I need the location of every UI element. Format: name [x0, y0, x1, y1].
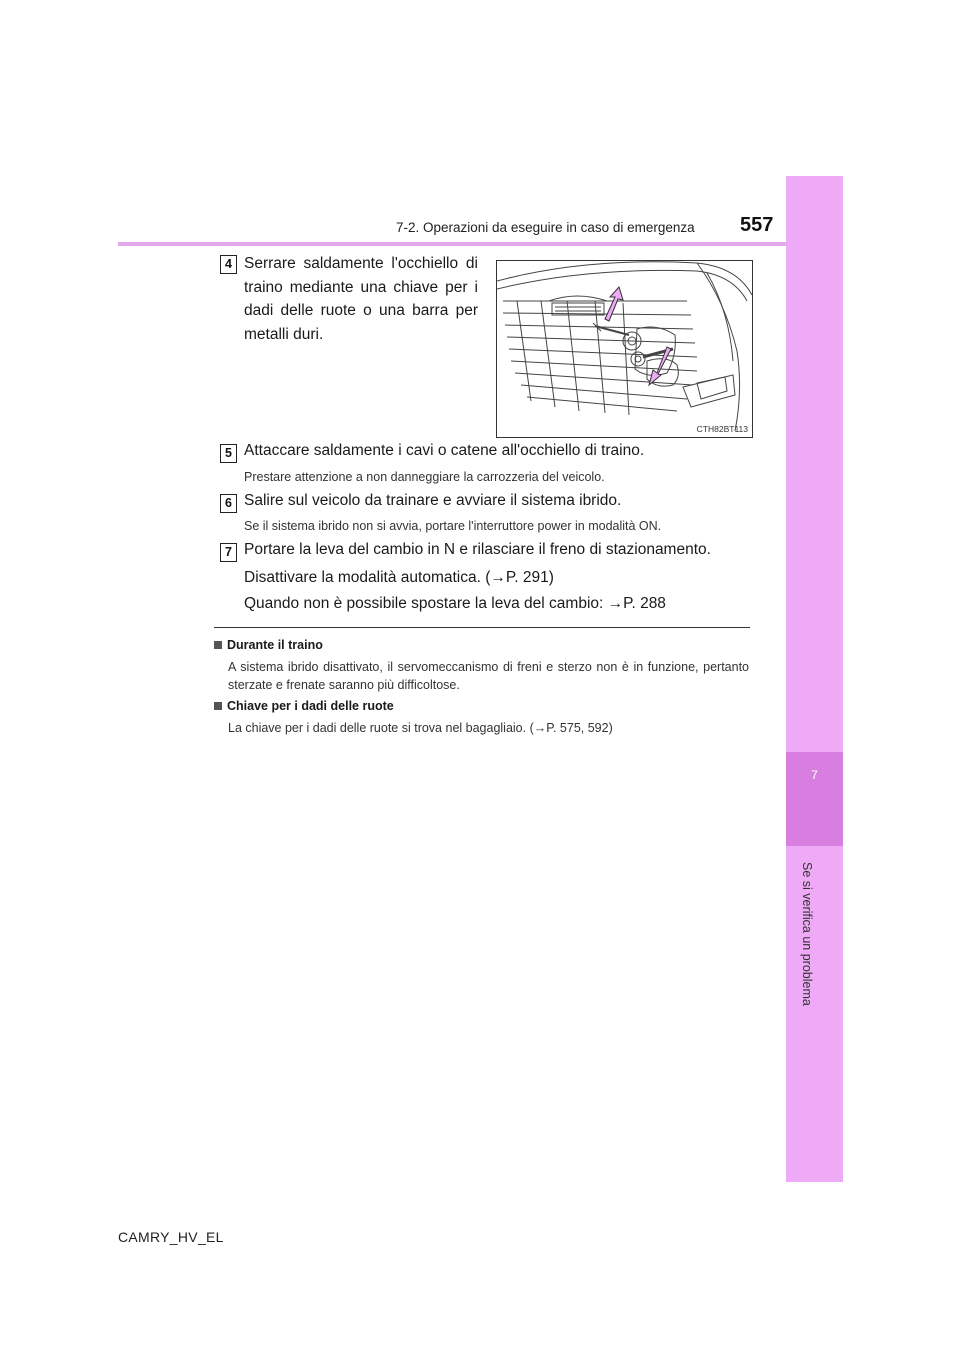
chapter-title: Se si verifica un problema	[800, 862, 814, 1006]
chapter-tab	[786, 176, 843, 1182]
step-5-note: Prestare attenzione a non danneggiare la carrozzeria del veicolo.	[244, 470, 605, 484]
step-6-badge: 6	[220, 494, 237, 513]
tow-eyelet-illustration	[496, 260, 753, 438]
step-5-badge: 5	[220, 444, 237, 463]
chapter-number-box	[786, 752, 843, 846]
model-code: CAMRY_HV_EL	[118, 1229, 224, 1245]
step-5-text: Attaccare saldamente i cavi o catene all'occhiello di traino.	[244, 442, 645, 459]
step-6-note: Se il sistema ibrido non si avvia, portare l'interruttore power in modalità ON.	[244, 519, 662, 533]
section-divider	[214, 627, 750, 628]
page-number: 557	[740, 214, 774, 236]
step-7-badge: 7	[220, 543, 237, 562]
step-4-text: Serrare saldamente l'occhiello di traino mediante una chiave per i dadi delle ruote o una barra per metalli duri.	[244, 255, 478, 343]
note-2-text: La chiave per i dadi delle ruote si trova nel bagagliaio. (→P. 575, 592)	[228, 721, 613, 735]
note-1-text: A sistema ibrido disattivato, il servomeccanismo di freni e sterzo non è in funzione, pertanto sterzate e frenate saranno più difficoltose.	[228, 660, 749, 692]
step-6-text: Salire sul veicolo da trainare e avviare il sistema ibrido.	[244, 492, 622, 509]
square-bullet-icon	[214, 702, 222, 710]
grille-drawing	[497, 261, 752, 437]
step-7-line3: Quando non è possibile spostare la leva del cambio: →P. 288	[244, 595, 666, 612]
step-7-line2: Disattivare la modalità automatica. (→P. 291)	[244, 569, 554, 586]
note-1-heading	[214, 638, 323, 652]
step-4-badge: 4	[220, 255, 237, 274]
note-1-title: Durante il traino	[227, 638, 323, 652]
header-rule	[118, 242, 786, 246]
note-2-heading	[214, 699, 394, 713]
step-7-text: Portare la leva del cambio in N e rilasciare il freno di stazionamento.	[244, 541, 711, 558]
square-bullet-icon	[214, 641, 222, 649]
chapter-number: 7	[811, 768, 818, 782]
figure-code: CTH82BT113	[696, 424, 748, 434]
note-2-title: Chiave per i dadi delle ruote	[227, 699, 394, 713]
section-title: 7-2. Operazioni da eseguire in caso di emergenza	[396, 220, 695, 235]
